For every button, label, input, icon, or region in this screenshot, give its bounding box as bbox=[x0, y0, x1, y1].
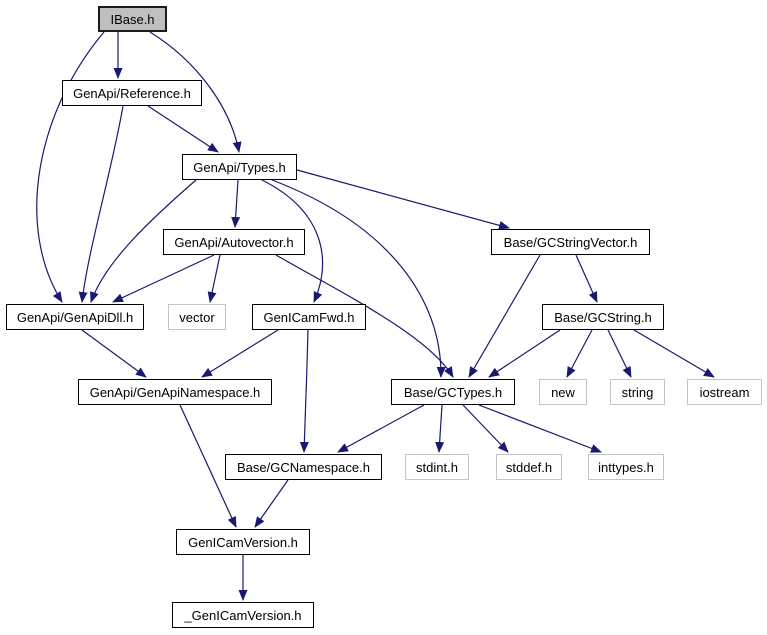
edge-gctypes-to-inttypes bbox=[479, 405, 601, 452]
edge-genapidll-to-genapinamespace bbox=[82, 330, 146, 377]
graph-node-iostream: iostream bbox=[687, 379, 762, 405]
graph-node-string: string bbox=[610, 379, 665, 405]
graph-node-ibase: IBase.h bbox=[98, 6, 167, 32]
graph-node-gcstringvector[interactable]: Base/GCStringVector.h bbox=[491, 229, 650, 255]
edge-reference-to-types bbox=[148, 106, 218, 152]
graph-node-new: new bbox=[539, 379, 587, 405]
graph-node-gcstring[interactable]: Base/GCString.h bbox=[542, 304, 664, 330]
graph-node-gctypes[interactable]: Base/GCTypes.h bbox=[391, 379, 515, 405]
edge-gcstringvector-to-gctypes bbox=[469, 255, 540, 377]
edge-genicamfwd-to-genapinamespace bbox=[202, 330, 278, 377]
edge-gctypes-to-gcnamespace bbox=[338, 405, 424, 452]
graph-node-autovector[interactable]: GenApi/Autovector.h bbox=[163, 229, 305, 255]
graph-node-gcnamespace[interactable]: Base/GCNamespace.h bbox=[225, 454, 382, 480]
graph-node-genapidll[interactable]: GenApi/GenApiDll.h bbox=[6, 304, 144, 330]
graph-node-stdint: stdint.h bbox=[405, 454, 469, 480]
edge-autovector-to-genapidll bbox=[113, 255, 214, 302]
edge-ibase-to-genapidll bbox=[37, 32, 104, 302]
edge-gcstring-to-string bbox=[608, 330, 631, 377]
edge-types-to-gctypes bbox=[272, 180, 441, 377]
graph-node-genicamversion[interactable]: GenICamVersion.h bbox=[176, 529, 310, 555]
edge-gctypes-to-stdint bbox=[439, 405, 442, 452]
graph-node-vector: vector bbox=[168, 304, 226, 330]
edge-gcstring-to-gctypes bbox=[489, 330, 560, 377]
edge-autovector-to-vector bbox=[210, 255, 220, 302]
edge-types-to-autovector bbox=[235, 180, 238, 227]
edge-genicamfwd-to-gcnamespace bbox=[304, 330, 308, 452]
graph-node-reference[interactable]: GenApi/Reference.h bbox=[62, 80, 202, 106]
edge-gcstringvector-to-gcstring bbox=[576, 255, 597, 302]
graph-node-inttypes: inttypes.h bbox=[588, 454, 664, 480]
edge-gcstring-to-new bbox=[567, 330, 592, 377]
edge-gctypes-to-stddef bbox=[463, 405, 508, 452]
graph-node-_genicamversion[interactable]: _GenICamVersion.h bbox=[172, 602, 314, 628]
edge-reference-to-genapidll bbox=[82, 106, 123, 302]
graph-node-stddef: stddef.h bbox=[496, 454, 562, 480]
graph-node-genicamfwd[interactable]: GenICamFwd.h bbox=[252, 304, 366, 330]
edge-gcstring-to-iostream bbox=[634, 330, 714, 377]
edge-types-to-gcstringvector bbox=[297, 170, 509, 228]
edge-gcnamespace-to-genicamversion bbox=[255, 480, 288, 527]
graph-node-types[interactable]: GenApi/Types.h bbox=[182, 154, 297, 180]
graph-node-genapinamespace[interactable]: GenApi/GenApiNamespace.h bbox=[78, 379, 272, 405]
